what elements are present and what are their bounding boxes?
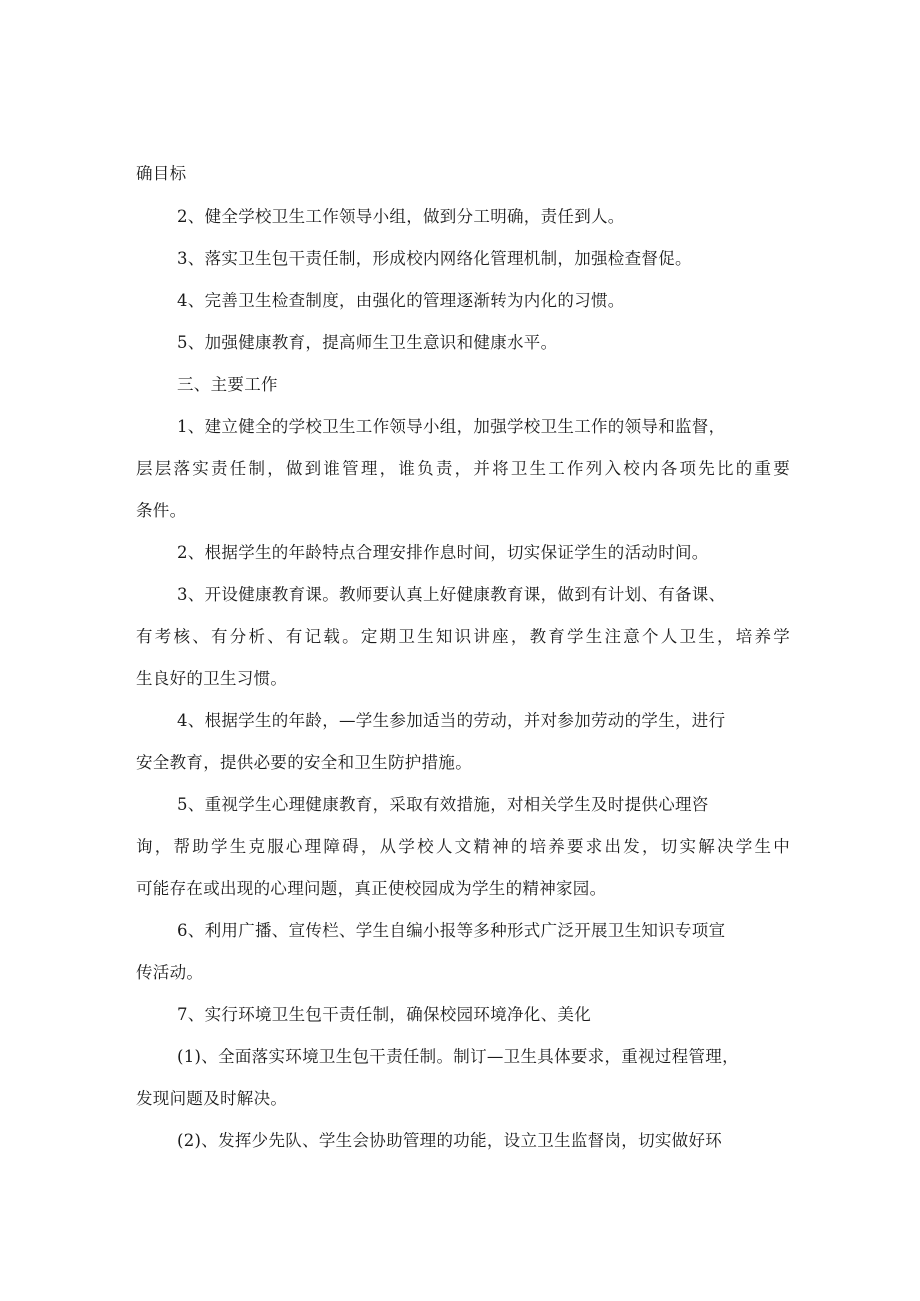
- text-line: 5、重视学生心理健康教育，采取有效措施，对相关学生及时提供心理咨: [177, 795, 709, 814]
- text-line: 传活动。: [136, 963, 204, 982]
- text-line: 询，帮助学生克服心理障碍，从学校人文精神的培养要求出发，切实解决学生中: [136, 837, 790, 856]
- text-line: 发现问题及时解决。: [136, 1089, 288, 1108]
- text-line: 6、利用广播、宣传栏、学生自编小报等多种形式广泛开展卫生知识专项宣: [177, 921, 726, 940]
- text-line: 1、建立健全的学校卫生工作领导小组，加强学校卫生工作的领导和监督，: [177, 417, 726, 436]
- text-line: 安全教育，提供必要的安全和卫生防护措施。: [136, 753, 472, 772]
- text-line: 3、落实卫生包干责任制，形成校内网络化管理机制，加强检查督促。: [177, 249, 692, 268]
- text-line: 3、开设健康教育课。教师要认真上好健康教育课，做到有计划、有备课、: [177, 585, 726, 604]
- text-line: 条件。: [136, 501, 187, 520]
- text-line: 4、完善卫生检查制度，由强化的管理逐渐转为内化的习惯。: [177, 291, 625, 310]
- text-line: 7、实行环境卫生包干责任制，确保校园环境净化、美化: [177, 1005, 591, 1024]
- text-line: 4、根据学生的年龄，—学生参加适当的劳动，并对参加劳动的学生，进行: [177, 711, 726, 730]
- text-line: 层层落实责任制，做到谁管理，谁负责，并将卫生工作列入校内各项先比的重要: [136, 459, 790, 478]
- section-heading: 三、主要工作: [177, 375, 278, 394]
- text-line: 2、根据学生的年龄特点合理安排作息时间，切实保证学生的活动时间。: [177, 543, 709, 562]
- text-line: 2、健全学校卫生工作领导小组，做到分工明确，责任到人。: [177, 207, 625, 226]
- text-line: 5、加强健康教育，提高师生卫生意识和健康水平。: [177, 333, 558, 352]
- text-line: 生良好的卫生习惯。: [136, 669, 288, 688]
- text-line: 有考核、有分析、有记载。定期卫生知识讲座，教育学生注意个人卫生，培养学: [136, 627, 790, 646]
- text-line: (2)、发挥少先队、学生会协助管理的功能，设立卫生监督岗，切实做好环: [177, 1131, 723, 1150]
- text-line: (1)、全面落实环境卫生包干责任制。制订—卫生具体要求，重视过程管理，: [177, 1047, 739, 1066]
- text-line: 确目标: [136, 164, 187, 183]
- text-line: 可能存在或出现的心理问题，真正使校园成为学生的精神家园。: [136, 879, 607, 898]
